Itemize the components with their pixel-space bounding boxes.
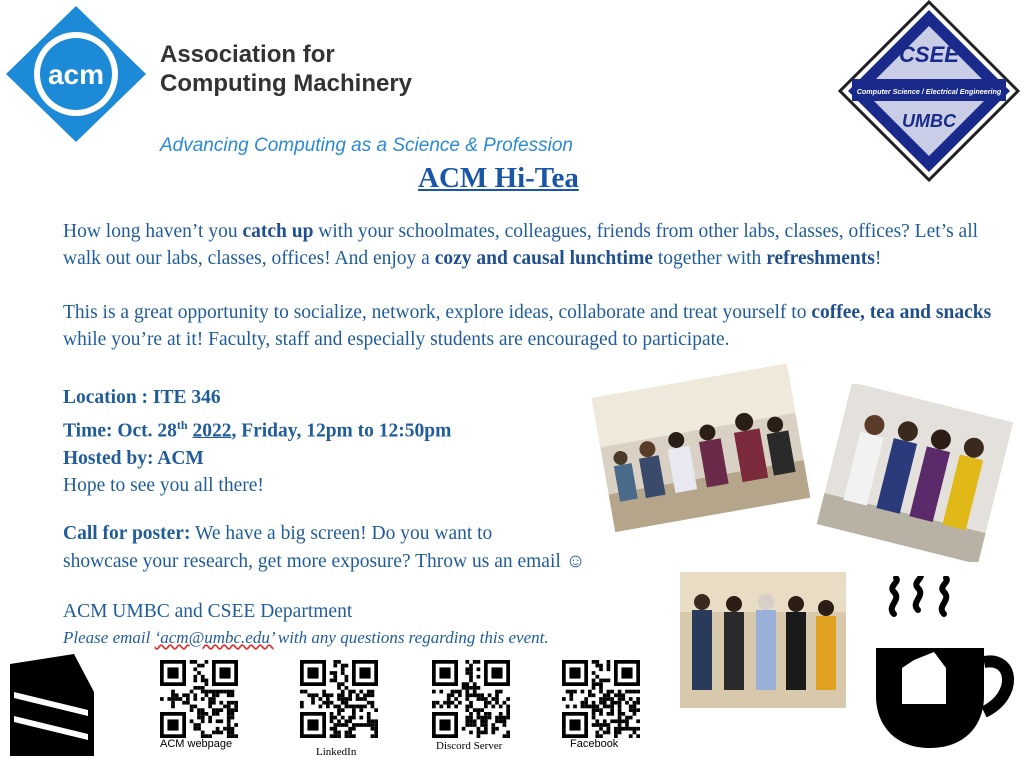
intro-paragraph-2: This is a great opportunity to socialize, network, explore ideas, collaborate and treat yourself to coffee, tea and snacks while you’re at it! Faculty, staff and especially students are encouraged to participate. [63, 302, 992, 350]
acm-logo [4, 4, 148, 144]
qr-linkedin[interactable] [300, 660, 378, 738]
acm-logo-text: acm [47, 59, 105, 90]
call-for-poster: Call for poster: We have a big screen! Do you want to showcase your research, get more exposure? Throw us an email ☺ [63, 523, 586, 572]
acm-tagline: Advancing Computing as a Science & Profession [160, 135, 573, 156]
cake-icon [8, 652, 98, 760]
intro-paragraph-1: How long haven’t you catch up with your schoolmates, colleagues, friends from other labs, classes, offices? Let’s all walk out our labs, classes, offices! And enjoy a cozy and causal lunchtime together with refreshments! [63, 221, 979, 269]
email-address-link[interactable]: ‘acm@umbc.edu’ [154, 628, 274, 647]
csee-logo [838, 0, 1020, 182]
event-photo-group [814, 384, 1014, 562]
event-photo-crowd [588, 358, 813, 538]
csee-logo-top: CSEE [899, 42, 959, 67]
event-details [63, 384, 451, 500]
department-line: ACM UMBC and CSEE Department [63, 601, 353, 622]
event-photo-standing [680, 572, 846, 708]
qr-label-linkedin: LinkedIn [316, 746, 357, 758]
coffee-cup-icon [872, 576, 1018, 752]
time-line: Time: Oct. 28th 2022, Friday, 12pm to 12:50pm [63, 417, 452, 441]
location-line: Location : ITE 346 [63, 387, 221, 408]
qr-label-discord-server: Discord Server [436, 740, 503, 752]
qr-label-facebook: Facebook [570, 738, 619, 750]
qr-label-acm-webpage: ACM webpage [160, 738, 233, 750]
acm-name: Association for Computing Machinery [160, 41, 413, 97]
qr-facebook[interactable] [562, 660, 640, 738]
event-title: ACM Hi-Tea [418, 162, 579, 194]
csee-logo-middle: Computer Science / Electrical Engineering [856, 87, 1002, 96]
qr-discord-server[interactable] [432, 660, 510, 738]
email-line: Please email ‘acm@umbc.edu’ with any questions regarding this event. [63, 628, 549, 647]
hope-line: Hope to see you all there! [63, 475, 264, 496]
qr-acm-webpage[interactable] [160, 660, 238, 738]
csee-logo-bottom: UMBC [902, 111, 956, 131]
hosted-line: Hosted by: ACM [63, 447, 204, 469]
